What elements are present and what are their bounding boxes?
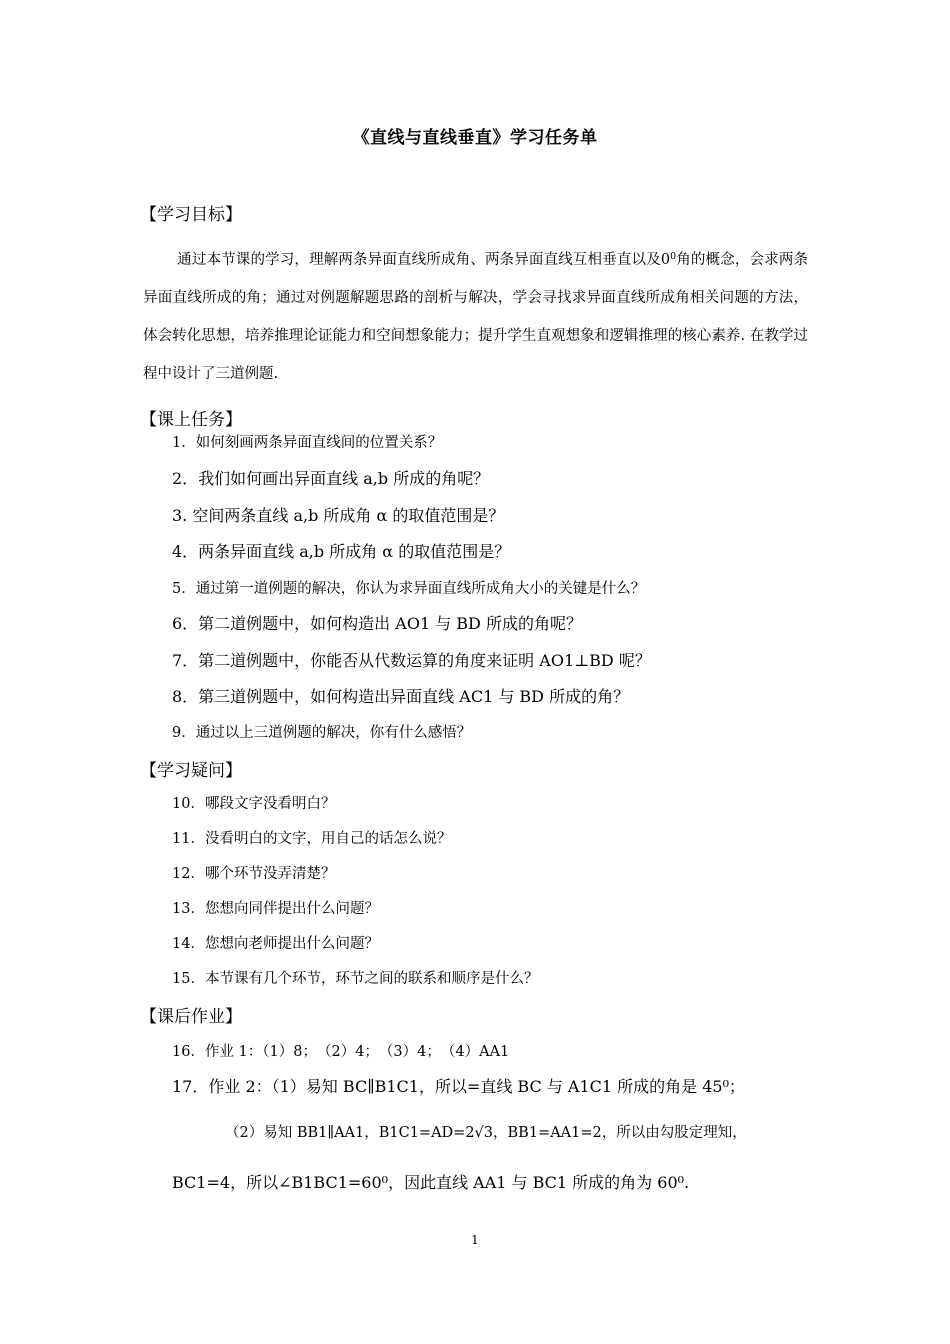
task-item-8: 8．第三道例题中，如何构造出异面直线 AC1 与 BD 所成的角？ [172, 687, 630, 706]
task-item-5: 5．通过第一道例题的解决，你认为求异面直线所成角大小的关键是什么？ [172, 581, 646, 597]
homework-heading: 【课后作业】 [140, 1007, 242, 1027]
task-item-9: 9．通过以上三道例题的解决，你有什么感悟？ [172, 725, 472, 741]
goal-degree-sup: 0 [670, 251, 677, 262]
task-item-3: 3. 空间两条直线 a,b 所成角 α 的取值范围是？ [172, 506, 505, 525]
task-item-7: 7．第二道例题中，你能否从代数运算的角度来证明 AO1⊥BD 呢？ [172, 651, 651, 670]
task-item-1: 1．如何刻画两条异面直线间的位置关系？ [172, 435, 443, 451]
question-item-15: 15．本节课有几个环节，环节之间的联系和顺序是什么？ [172, 971, 539, 987]
question-item-10: 10．哪段文字没看明白？ [172, 796, 336, 812]
goal-heading: 【学习目标】 [140, 205, 242, 225]
goal-paragraph [143, 238, 808, 393]
question-item-13: 13．您想向同伴提出什么问题？ [172, 901, 379, 917]
goal-text: 通过本节课的学习，理解两条异面直线所成角、两条异面直线互相垂直以及0 [177, 252, 671, 269]
task-item-2: 2．我们如何画出异面直线 a,b 所成的角呢？ [172, 469, 490, 488]
page-title: 《直线与直线垂直》学习任务单 [352, 128, 598, 148]
question-item-11: 11．没看明白的文字，用自己的话怎么说？ [172, 831, 452, 847]
homework-item-17-part2: （2）易知 BB1∥AA1，B1C1=AD=2√3，BB1=AA1=2，所以由勾股定理知， [225, 1125, 747, 1141]
question-item-14: 14．您想向老师提出什么问题？ [172, 936, 379, 952]
question-heading: 【学习疑问】 [140, 761, 242, 781]
task-item-6: 6．第二道例题中，如何构造出 AO1 与 BD 所成的角呢？ [172, 614, 582, 633]
goal-text-rest: 角的概念，会求两条异面直线所成的角；通过对例题解题思路的剖析与解决，学会寻找求异面直线所成角相关问题的方法，体会转化思想，培养推理论证能力和空间想象能力；提升学生直观想象和逻辑推理的核心素养. 在教学过程中设计了三道例题. [143, 252, 808, 383]
page-number: 1 [471, 1233, 479, 1247]
homework-item-16: 16．作业 1：（1）8； （2）4； （3）4； （4）AA1 [172, 1044, 510, 1060]
question-item-12: 12．哪个环节没弄清楚？ [172, 866, 336, 882]
homework-item-17-part3: BC1=4，所以∠B1BC1=60⁰，因此直线 AA1 与 BC1 所成的角为 60⁰. [172, 1173, 690, 1192]
homework-item-17: 17．作业 2：（1）易知 BC∥B1C1，所以=直线 BC 与 A1C1 所成的角是 45⁰； [172, 1077, 746, 1096]
task-item-4: 4．两条异面直线 a,b 所成角 α 的取值范围是？ [172, 542, 511, 561]
task-heading: 【课上任务】 [140, 410, 242, 430]
